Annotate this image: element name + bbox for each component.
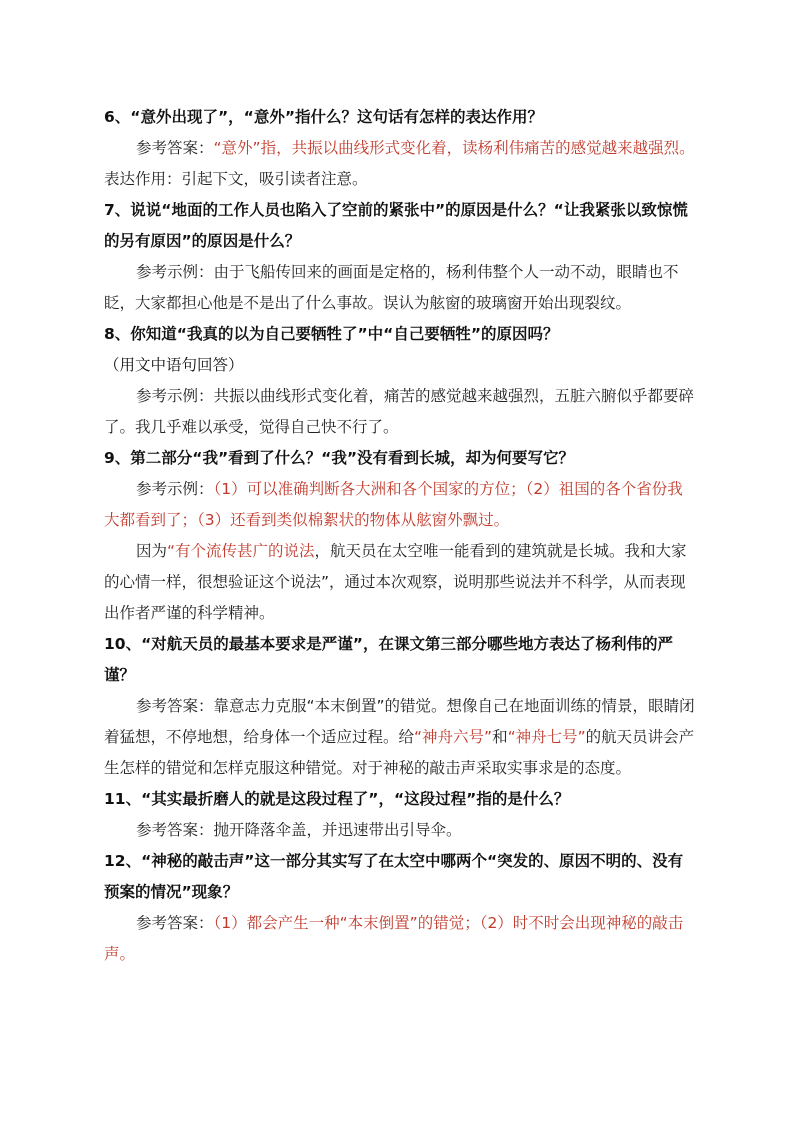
answer-label: 参考示例： bbox=[136, 480, 214, 498]
answer-8 bbox=[104, 381, 696, 443]
answer-6 bbox=[104, 133, 696, 195]
question-12: 12、“神秘的敲击声”这一部分其实写了在太空中哪两个“突发的、原因不明的、没有预案的情况”现象？ bbox=[104, 852, 684, 901]
question-8 bbox=[104, 319, 696, 381]
answer-text: 参考示例：共振以曲线形式变化着，痛苦的感觉越来越强烈，五脏六腑似乎都要碎了。我几乎难以承受，觉得自己快不行了。 bbox=[104, 387, 695, 436]
answer-highlight: “神舟六号” bbox=[414, 728, 493, 746]
answer-text: 表达作用：引起下文，吸引读者注意。 bbox=[104, 170, 368, 188]
answer-highlight: （1）可以准确判断各大洲和各个国家的方位；（2）祖国的各个省份我大都看到了；（3）还看到类似棉絮状的物体从舷窗外飘过。 bbox=[104, 480, 683, 529]
question-6: 6、“意外出现了”，“意外”指什么？这句话有怎样的表达作用？ bbox=[104, 108, 544, 126]
question-10: 10、“对航天员的最基本要求是严谨”，在课文第三部分哪些地方表达了杨利伟的严谨？ bbox=[104, 635, 673, 684]
answer-11 bbox=[104, 815, 696, 846]
question-11: 11、“其实最折磨人的就是这段过程了”，“这段过程”指的是什么？ bbox=[104, 790, 570, 808]
answer-label: 参考答案： bbox=[136, 914, 214, 932]
qa-content bbox=[104, 102, 696, 970]
answer-highlight: “神舟七号” bbox=[507, 728, 586, 746]
answer-10 bbox=[104, 691, 696, 784]
answer-text: 参考答案：抛开降落伞盖，并迅速带出引导伞。 bbox=[136, 821, 462, 839]
answer-highlight: “意外”指，共振以曲线形式变化着，读杨利伟痛苦的感觉越来越强烈。 bbox=[213, 139, 695, 157]
answer-12 bbox=[104, 908, 696, 970]
answer-text: 和 bbox=[492, 728, 508, 746]
answer-text: 参考示例：由于飞船传回来的画面是定格的，杨利伟整个人一动不动，眼睛也不眨，大家都担心他是不是出了什么事故。误认为舷窗的玻璃窗开始出现裂纹。 bbox=[104, 263, 679, 312]
answer-text: 参考答案：靠意志力克服“本末倒置”的错觉。想像自己在地面训练的情景，眼睛闭着猛想，不停地想，给身体一个适应过程。给 bbox=[104, 697, 695, 746]
answer-9 bbox=[104, 474, 696, 536]
answer-label: 参考答案： bbox=[136, 139, 214, 157]
answer-highlight: “有个流传甚广的说法 bbox=[167, 542, 315, 560]
question-7: 7、说说“地面的工作人员也陷入了空前的紧张中”的原因是什么？“让我紧张以致惊慌的另有原因”的原因是什么？ bbox=[104, 201, 688, 250]
question-9: 9、第二部分“我”看到了什么？“我”没有看到长城，却为何要写它？ bbox=[104, 449, 575, 467]
answer-text: 因为 bbox=[136, 542, 168, 560]
answer-text: ，航天员在太空唯一能看到的建筑就是长城。我和大家的心情一样，很想验证这个说法”，通过本次观察，说明那些说法并不科学，从而表现出作者严谨的科学精神。 bbox=[104, 542, 687, 622]
answer-7 bbox=[104, 257, 696, 319]
answer-highlight: （1）都会产生一种“本末倒置”的错觉；（2）时不时会出现神秘的敲击声。 bbox=[104, 914, 684, 963]
answer-9-extra bbox=[104, 536, 696, 629]
question-note: （用文中语句回答） bbox=[104, 356, 244, 374]
question-text: 8、你知道“我真的以为自己要牺牲了”中“自己要牺牲”的原因吗？ bbox=[104, 325, 559, 343]
answer-text: 的航天员讲会产生怎样的错觉和怎样克服这种错觉。对于神秘的敲击声采取实事求是的态度。 bbox=[104, 728, 695, 777]
